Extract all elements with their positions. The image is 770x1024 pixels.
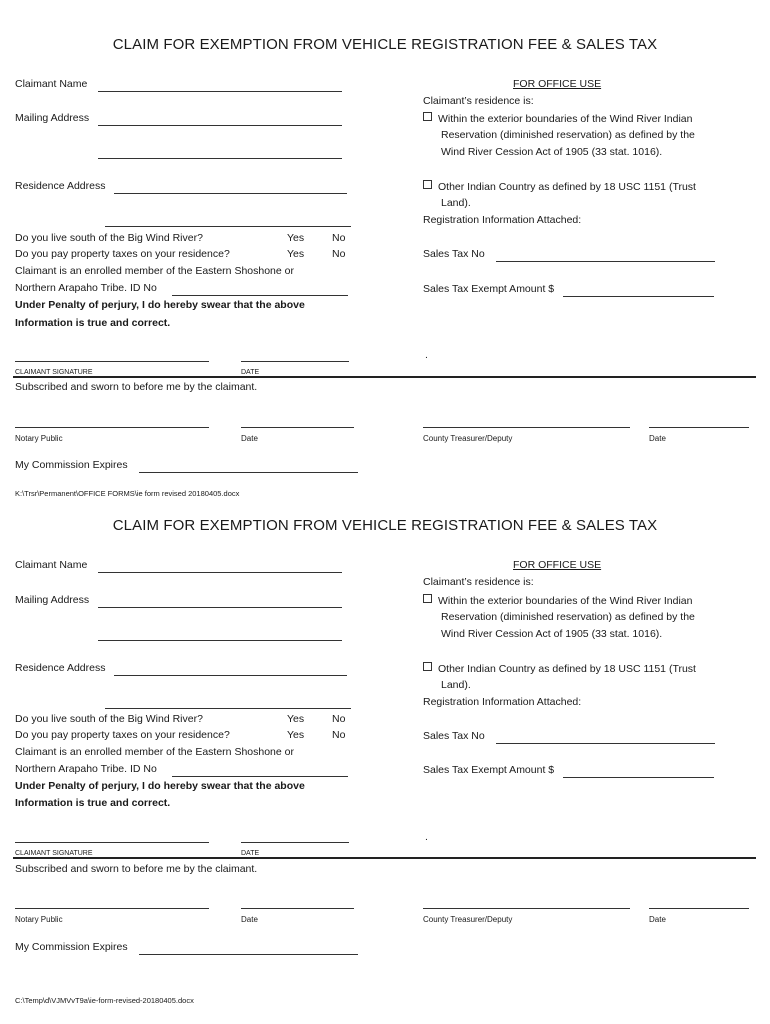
question-south-wind-river: Do you live south of the Big Wind River? (15, 232, 203, 244)
option-other-indian-country (423, 180, 696, 194)
mailing-address-field-2[interactable] (98, 640, 342, 641)
registration-attached-label: Registration Information Attached: (423, 696, 582, 708)
notary-public-line[interactable] (15, 908, 209, 909)
option-within-boundaries (423, 594, 692, 608)
residence-address-field[interactable] (114, 675, 347, 676)
mailing-address-label: Mailing Address (15, 112, 90, 124)
claimant-name-field[interactable] (98, 572, 342, 573)
option-text: Within the exterior boundaries of the Wind River Indian (438, 595, 693, 607)
date-caption: DATE (241, 850, 260, 857)
enrolled-member-text: Claimant is an enrolled member of the Eastern Shoshone or (15, 746, 294, 758)
option-within-boundaries (423, 112, 692, 126)
yes-option[interactable]: Yes (287, 713, 305, 725)
form-title: CLAIM FOR EXEMPTION FROM VEHICLE REGISTRATION FEE & SALES TAX (112, 36, 658, 53)
yes-option[interactable]: Yes (287, 729, 305, 741)
treasurer-date-line[interactable] (649, 427, 749, 428)
mailing-address-label: Mailing Address (15, 594, 90, 606)
notary-date-line[interactable] (241, 908, 354, 909)
form-title: CLAIM FOR EXEMPTION FROM VEHICLE REGISTRATION FEE & SALES TAX (112, 517, 658, 534)
sales-tax-no-label: Sales Tax No (423, 730, 485, 742)
tribe-id-label: Northern Arapaho Tribe. ID No (15, 763, 157, 775)
date-caption: Date (241, 915, 258, 924)
residence-is-label: Claimant’s residence is: (423, 95, 534, 107)
option-text: Wind River Cession Act of 1905 (33 stat. 1016). (441, 628, 663, 640)
county-treasurer-caption: County Treasurer/Deputy (423, 434, 513, 443)
claimant-name-label: Claimant Name (15, 559, 88, 571)
option-text: Within the exterior boundaries of the Wind River Indian (438, 113, 693, 125)
residence-address-field-2[interactable] (105, 226, 351, 227)
perjury-statement: Under Penalty of perjury, I do hereby swear that the above (15, 780, 305, 792)
claimant-signature-caption: CLAIMANT SIGNATURE (15, 850, 93, 857)
option-text: Reservation (diminished reservation) as defined by the (441, 129, 695, 141)
notary-public-caption: Notary Public (15, 915, 63, 924)
county-treasurer-line[interactable] (423, 427, 630, 428)
question-south-wind-river: Do you live south of the Big Wind River? (15, 713, 203, 725)
sales-tax-exempt-label: Sales Tax Exempt Amount $ (423, 764, 555, 776)
notary-public-caption: Notary Public (15, 434, 63, 443)
commission-expires-field[interactable] (139, 472, 358, 473)
office-use-heading: FOR OFFICE USE (513, 559, 602, 571)
date-caption: Date (649, 915, 666, 924)
perjury-statement: Under Penalty of perjury, I do hereby swear that the above (15, 299, 305, 311)
file-path-footer: K:\Trsr\Permanent\OFFICE FORMS\ie form revised 20180405.docx (15, 489, 240, 498)
claimant-signature-line[interactable] (15, 842, 209, 843)
yes-option[interactable]: Yes (287, 248, 305, 260)
sales-tax-no-label: Sales Tax No (423, 248, 485, 260)
option-text: Reservation (diminished reservation) as defined by the (441, 611, 695, 623)
commission-expires-label: My Commission Expires (15, 941, 128, 953)
date-line[interactable] (241, 361, 349, 362)
divider (13, 857, 756, 859)
residence-address-field[interactable] (114, 193, 347, 194)
option-other-indian-country (423, 662, 696, 676)
commission-expires-label: My Commission Expires (15, 459, 128, 471)
no-option[interactable]: No (332, 232, 346, 244)
date-caption: Date (649, 434, 666, 443)
no-option[interactable]: No (332, 729, 346, 741)
divider (13, 376, 756, 378)
residence-address-label: Residence Address (15, 180, 106, 192)
option-text: Other Indian Country as defined by 18 USC 1151 (Trust (438, 663, 696, 675)
checkbox[interactable] (423, 112, 432, 121)
subscribed-text: Subscribed and sworn to before me by the claimant. (15, 863, 258, 875)
notary-date-line[interactable] (241, 427, 354, 428)
notary-public-line[interactable] (15, 427, 209, 428)
perjury-statement-2: Information is true and correct. (15, 797, 171, 809)
enrolled-member-text: Claimant is an enrolled member of the Eastern Shoshone or (15, 265, 294, 277)
question-property-taxes: Do you pay property taxes on your residence? (15, 729, 230, 741)
residence-is-label: Claimant’s residence is: (423, 576, 534, 588)
claimant-signature-caption: CLAIMANT SIGNATURE (15, 369, 93, 376)
yes-option[interactable]: Yes (287, 232, 305, 244)
option-text: Wind River Cession Act of 1905 (33 stat. 1016). (441, 146, 663, 158)
registration-attached-label: Registration Information Attached: (423, 214, 582, 226)
residence-address-field-2[interactable] (105, 708, 351, 709)
date-caption: Date (241, 434, 258, 443)
date-caption: DATE (241, 369, 260, 376)
no-option[interactable]: No (332, 713, 346, 725)
question-property-taxes: Do you pay property taxes on your residence? (15, 248, 230, 260)
dot-mark: . (425, 831, 428, 843)
sales-tax-no-field[interactable] (496, 261, 715, 262)
mailing-address-field[interactable] (98, 125, 342, 126)
tribe-id-field[interactable] (172, 776, 348, 777)
checkbox[interactable] (423, 594, 432, 603)
sales-tax-exempt-field[interactable] (563, 296, 714, 297)
tribe-id-field[interactable] (172, 295, 348, 296)
office-use-heading: FOR OFFICE USE (513, 78, 602, 90)
sales-tax-exempt-field[interactable] (563, 777, 714, 778)
tribe-id-label: Northern Arapaho Tribe. ID No (15, 282, 157, 294)
dot-mark: . (425, 349, 428, 361)
file-path-footer: C:\Temp\d\VJMVvT9a\ie-form-revised-20180405.docx (15, 996, 194, 1005)
perjury-statement-2: Information is true and correct. (15, 317, 171, 329)
option-text: Land). (441, 197, 471, 209)
checkbox[interactable] (423, 180, 432, 189)
mailing-address-field[interactable] (98, 607, 342, 608)
claimant-name-label: Claimant Name (15, 78, 88, 90)
sales-tax-no-field[interactable] (496, 743, 715, 744)
sales-tax-exempt-label: Sales Tax Exempt Amount $ (423, 283, 555, 295)
checkbox[interactable] (423, 662, 432, 671)
county-treasurer-line[interactable] (423, 908, 630, 909)
subscribed-text: Subscribed and sworn to before me by the claimant. (15, 381, 258, 393)
claimant-name-field[interactable] (98, 91, 342, 92)
treasurer-date-line[interactable] (649, 908, 749, 909)
county-treasurer-caption: County Treasurer/Deputy (423, 915, 513, 924)
date-line[interactable] (241, 842, 349, 843)
commission-expires-field[interactable] (139, 954, 358, 955)
no-option[interactable]: No (332, 248, 346, 260)
mailing-address-field-2[interactable] (98, 158, 342, 159)
option-text: Land). (441, 679, 471, 691)
option-text: Other Indian Country as defined by 18 USC 1151 (Trust (438, 181, 696, 193)
residence-address-label: Residence Address (15, 662, 106, 674)
claimant-signature-line[interactable] (15, 361, 209, 362)
